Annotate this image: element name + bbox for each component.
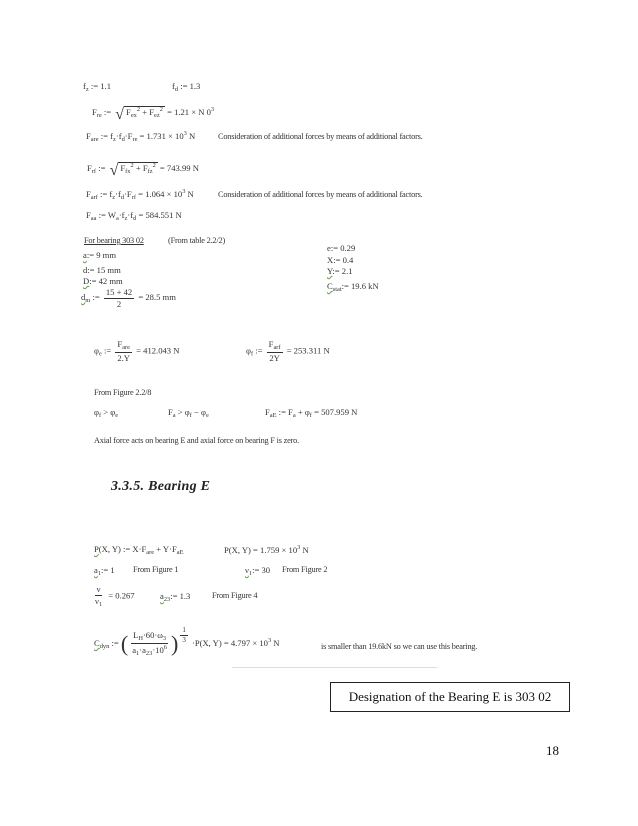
bearing-title: For bearing 303 02: [84, 236, 144, 245]
cdyn-note: is smaller than 19.6kN so we can use this bearing.: [321, 642, 478, 651]
inequality-phi: $\varphi_f > \varphi_e$: [94, 407, 119, 419]
result-p: P(X, $Y) = 1.759 \times 10^3$ N: [224, 544, 309, 555]
page-number: 18: [546, 743, 559, 758]
axial-note: Axial force acts on bearing E and axial force on bearing F is zero.: [94, 436, 299, 445]
param-X: X:= 0.4: [327, 255, 354, 265]
designation-text: Designation of the Bearing E is 303 02: [348, 689, 552, 704]
ratio-nu: $\frac{\nu}{\nu_1}$ = 0.267: [95, 584, 135, 608]
param-a23: $a_{23}:= 1.3$: [160, 591, 191, 603]
param-Y: Y:= 2.1: [327, 266, 353, 276]
param-e: e:= 0.29: [327, 243, 356, 253]
equation-phif: $\varphi_f$ := $\frac{F_{arf}}{2Y}$ = 253.311 N: [246, 339, 330, 364]
factor-fz: $f_z$ := 1.1: [83, 81, 111, 93]
note-farf: Consideration of additional forces by means of additional factors.: [218, 190, 423, 199]
equation-fare: $F_{are}$ := $f_z\cdot f_d\cdot F_{re} = 1.731 \times 10^3$ N: [86, 130, 196, 143]
equation-faa: $F_{aa}$ := $W_a\cdot f_z\cdot f_d = 584.551$ N: [86, 210, 182, 222]
equation-fre: $F_{re}$ := √ $F_{ex}^2 + F_{ez}^2 = 1.21 \times N$ $0^3$: [92, 106, 215, 123]
equation-fae: $F_{aE}$ := $F_a + \varphi_f = 507.959$ N: [265, 407, 358, 419]
divider-line: [232, 667, 437, 668]
param-d: d:= 15 mm: [83, 265, 121, 275]
param-cstat: $C_{stat}:= 19.6$ kN: [327, 281, 379, 293]
param-a1: $a_1:= 1$: [94, 565, 115, 577]
param-nu1: $\nu_1:= 30$: [245, 565, 271, 577]
a1-source: From Figure 1: [133, 565, 179, 574]
bearing-table-ref: (From table 2.2/2): [168, 236, 226, 245]
param-a: a:= 9 mm: [83, 250, 117, 260]
figure-ref: From Figure 2.2/8: [94, 388, 152, 397]
note-fare: Consideration of additional forces by means of additional factors.: [218, 132, 423, 141]
a23-source: From Figure 4: [212, 591, 258, 600]
nu1-source: From Figure 2: [282, 565, 328, 574]
param-D: D:= 42 mm: [83, 276, 123, 286]
section-heading: 3.3.5. Bearing E: [111, 479, 211, 494]
equation-farf: $F_{arf}$ := $f_z\cdot f_d\cdot F_{rf} = 1.064 \times 10^3$ N: [86, 188, 194, 201]
equation-p: P(X, Y) := $X\cdot F_{are} + Y\cdot F_{aE}$: [94, 544, 184, 556]
designation-box: [330, 682, 570, 712]
inequality-fa: $F_a > \varphi_f - \varphi_e$: [168, 407, 209, 419]
equation-phie: $\varphi_e$ := $\frac{F_{are}}{2.Y}$ = 412.043 N: [94, 339, 180, 364]
equation-cdyn: $C_{dyn}$ := ( $\frac{L_H\cdot 60\cdot\omega_3}{a_1\cdot a_{23}\cdot 10^6}$ ) $\frac{1}{3}$ ·P(X, $Y) = 4.797 \times 10^3$ N: [94, 626, 280, 658]
param-dm: $d_m$ := $\frac{15 + 42}{2}$ = 28.5 mm: [81, 287, 176, 309]
factor-fd: $f_d$ := 1.3: [172, 81, 201, 93]
equation-frf: $F_{rf}$ := √ $F_{fx}^2 + F_{fz}^2 = 743.99$ N: [87, 162, 199, 179]
